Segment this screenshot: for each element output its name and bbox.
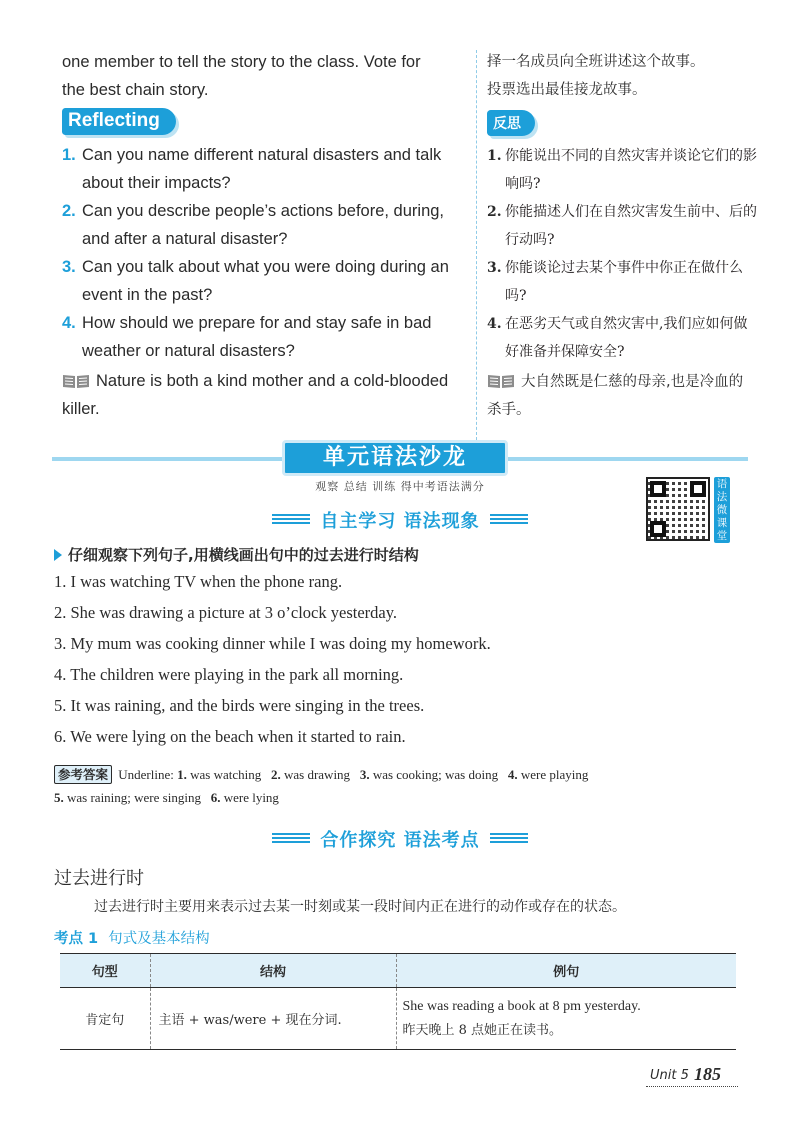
footer-rule <box>646 1086 738 1087</box>
answer-lead: Underline: <box>118 767 174 782</box>
reflecting-questions-en <box>62 141 462 365</box>
question-number: 4. <box>62 314 76 332</box>
answer-text: were lying <box>223 790 279 805</box>
question-text: 在恶劣天气或自然灾害中,我们应如何做好准备并保障安全? <box>505 316 748 360</box>
unit-label: Unit 5 <box>650 1068 689 1083</box>
intro-line-2: the best chain story. <box>62 81 209 99</box>
answer-text: was drawing <box>283 767 351 782</box>
list-item <box>62 253 462 309</box>
reflecting-label-zh: 反思 <box>487 110 535 136</box>
point-label: 考点 1 <box>54 931 99 947</box>
page-footer <box>616 1062 736 1092</box>
list-item <box>487 310 757 366</box>
page-number: 185 <box>694 1064 721 1084</box>
point-heading <box>54 927 210 948</box>
list-item <box>62 141 462 197</box>
question-text: 你能说出不同的自然灾害并谈论它们的影响吗? <box>505 148 757 192</box>
section-title-text: 合作探究 语法考点 <box>320 830 480 851</box>
open-book-icon <box>487 373 515 389</box>
answer-text: were playing <box>520 767 589 782</box>
question-number: 2. <box>62 202 76 220</box>
quote-en <box>62 367 462 423</box>
intro-text-en <box>62 48 462 104</box>
table-header: 句型 <box>60 954 150 988</box>
question-text: Can you describe people’s actions before, during, and after a natural disaster? <box>82 202 445 248</box>
question-number: 1. <box>62 146 76 164</box>
column-divider <box>476 50 477 445</box>
question-text: Can you name different natural disasters and talk about their impacts? <box>82 146 442 192</box>
quote-zh <box>487 368 757 424</box>
stripes-decoration <box>272 514 310 524</box>
list-item <box>487 254 757 310</box>
reflecting-label: Reflecting <box>62 108 176 135</box>
banner-subtitle: 观察 总结 训练 得中考语法满分 <box>315 480 485 493</box>
section-title-self-study <box>0 507 800 533</box>
section-title-cooperative <box>0 826 800 852</box>
quote-text: 大自然既是仁慈的母亲,也是冷血的杀手。 <box>487 374 744 418</box>
stripes-decoration <box>272 833 310 843</box>
reflecting-questions-zh <box>487 142 757 366</box>
section-title-text: 自主学习 语法现象 <box>320 511 480 532</box>
grammar-heading: 过去进行时 <box>54 868 144 889</box>
instruction <box>54 544 419 565</box>
question-number: 2. <box>487 204 502 220</box>
list-item: 3. My mum was cooking dinner while I was doing my homework. <box>54 634 491 653</box>
english-column <box>62 48 462 423</box>
list-item: 1. I was watching TV when the phone rang. <box>54 572 343 591</box>
answer-number: 2. <box>270 767 281 782</box>
list-item: 4. The children were playing in the park all morning. <box>54 665 404 684</box>
example-sentences <box>54 570 491 756</box>
answer-number: 1. <box>177 767 187 782</box>
answer-tag: 参考答案 <box>54 765 112 784</box>
table-cell-type: 肯定句 <box>60 988 150 1050</box>
instruction-text: 仔细观察下列句子,用横线画出句中的过去进行时结构 <box>68 546 419 564</box>
qr-finder <box>690 481 706 497</box>
banner-title: 单元语法沙龙 <box>282 440 508 476</box>
question-text: 你能谈论过去某个事件中你正在做什么吗? <box>505 260 743 304</box>
table-cell-example <box>396 988 736 1050</box>
triangle-bullet-icon <box>54 549 62 561</box>
list-item: 5. It was raining, and the birds were singing in the trees. <box>54 696 425 715</box>
chinese-column <box>487 48 757 424</box>
stripes-decoration <box>490 833 528 843</box>
list-item: 6. We were lying on the beach when it started to rain. <box>54 727 406 746</box>
table-header-row <box>60 954 736 988</box>
structure-table <box>60 953 736 1050</box>
list-item <box>62 309 462 365</box>
intro-line-1: one member to tell the story to the class. Vote for <box>62 53 421 71</box>
question-number: 1. <box>487 148 502 164</box>
point-title: 句式及基本结构 <box>108 931 210 947</box>
question-number: 3. <box>62 258 76 276</box>
list-item <box>62 197 462 253</box>
open-book-icon <box>62 373 90 389</box>
answer-text: was cooking; was doing <box>372 767 499 782</box>
question-text: 你能描述人们在自然灾害发生前中、后的行动吗? <box>505 204 757 248</box>
grammar-paragraph: 过去进行时主要用来表示过去某一时刻或某一段时间内正在进行的动作或存在的状态。 <box>94 899 626 915</box>
example-en: She was reading a book at 8 pm yesterday. <box>402 998 641 1014</box>
answer-number: 5. <box>54 790 64 805</box>
intro-line-1-zh: 择一名成员向全班讲述这个故事。 <box>487 54 705 70</box>
reference-answer <box>54 763 744 809</box>
question-number: 4. <box>487 316 502 332</box>
answer-text: was watching <box>190 767 262 782</box>
intro-line-2-zh: 投票选出最佳接龙故事。 <box>487 82 647 98</box>
table-cell-structure: 主语 + was/were + 现在分词. <box>150 988 396 1050</box>
answer-number: 4. <box>507 767 518 782</box>
answer-number: 6. <box>210 790 221 805</box>
question-text: Can you talk about what you were doing during an event in the past? <box>82 258 449 304</box>
quote-text: Nature is both a kind mother and a cold-blooded killer. <box>62 372 449 418</box>
question-number: 3. <box>487 260 502 276</box>
stripes-decoration <box>490 514 528 524</box>
list-item: 2. She was drawing a picture at 3 o’clock yesterday. <box>54 603 398 622</box>
answer-number: 3. <box>359 767 370 782</box>
banner-line-left <box>52 457 282 461</box>
table-header: 例句 <box>396 954 736 988</box>
table-row <box>60 988 736 1050</box>
qr-finder <box>650 481 666 497</box>
list-item <box>487 198 757 254</box>
intro-text-zh <box>487 48 757 104</box>
answer-text: was raining; were singing <box>67 790 201 805</box>
qr-label: 语法微课堂 <box>714 477 730 543</box>
example-zh: 昨天晚上 8 点她正在读书。 <box>402 1022 563 1038</box>
list-item <box>487 142 757 198</box>
question-text: How should we prepare for and stay safe in bad weather or natural disasters? <box>82 314 432 360</box>
table-header: 结构 <box>150 954 396 988</box>
banner-line-right <box>508 457 748 461</box>
